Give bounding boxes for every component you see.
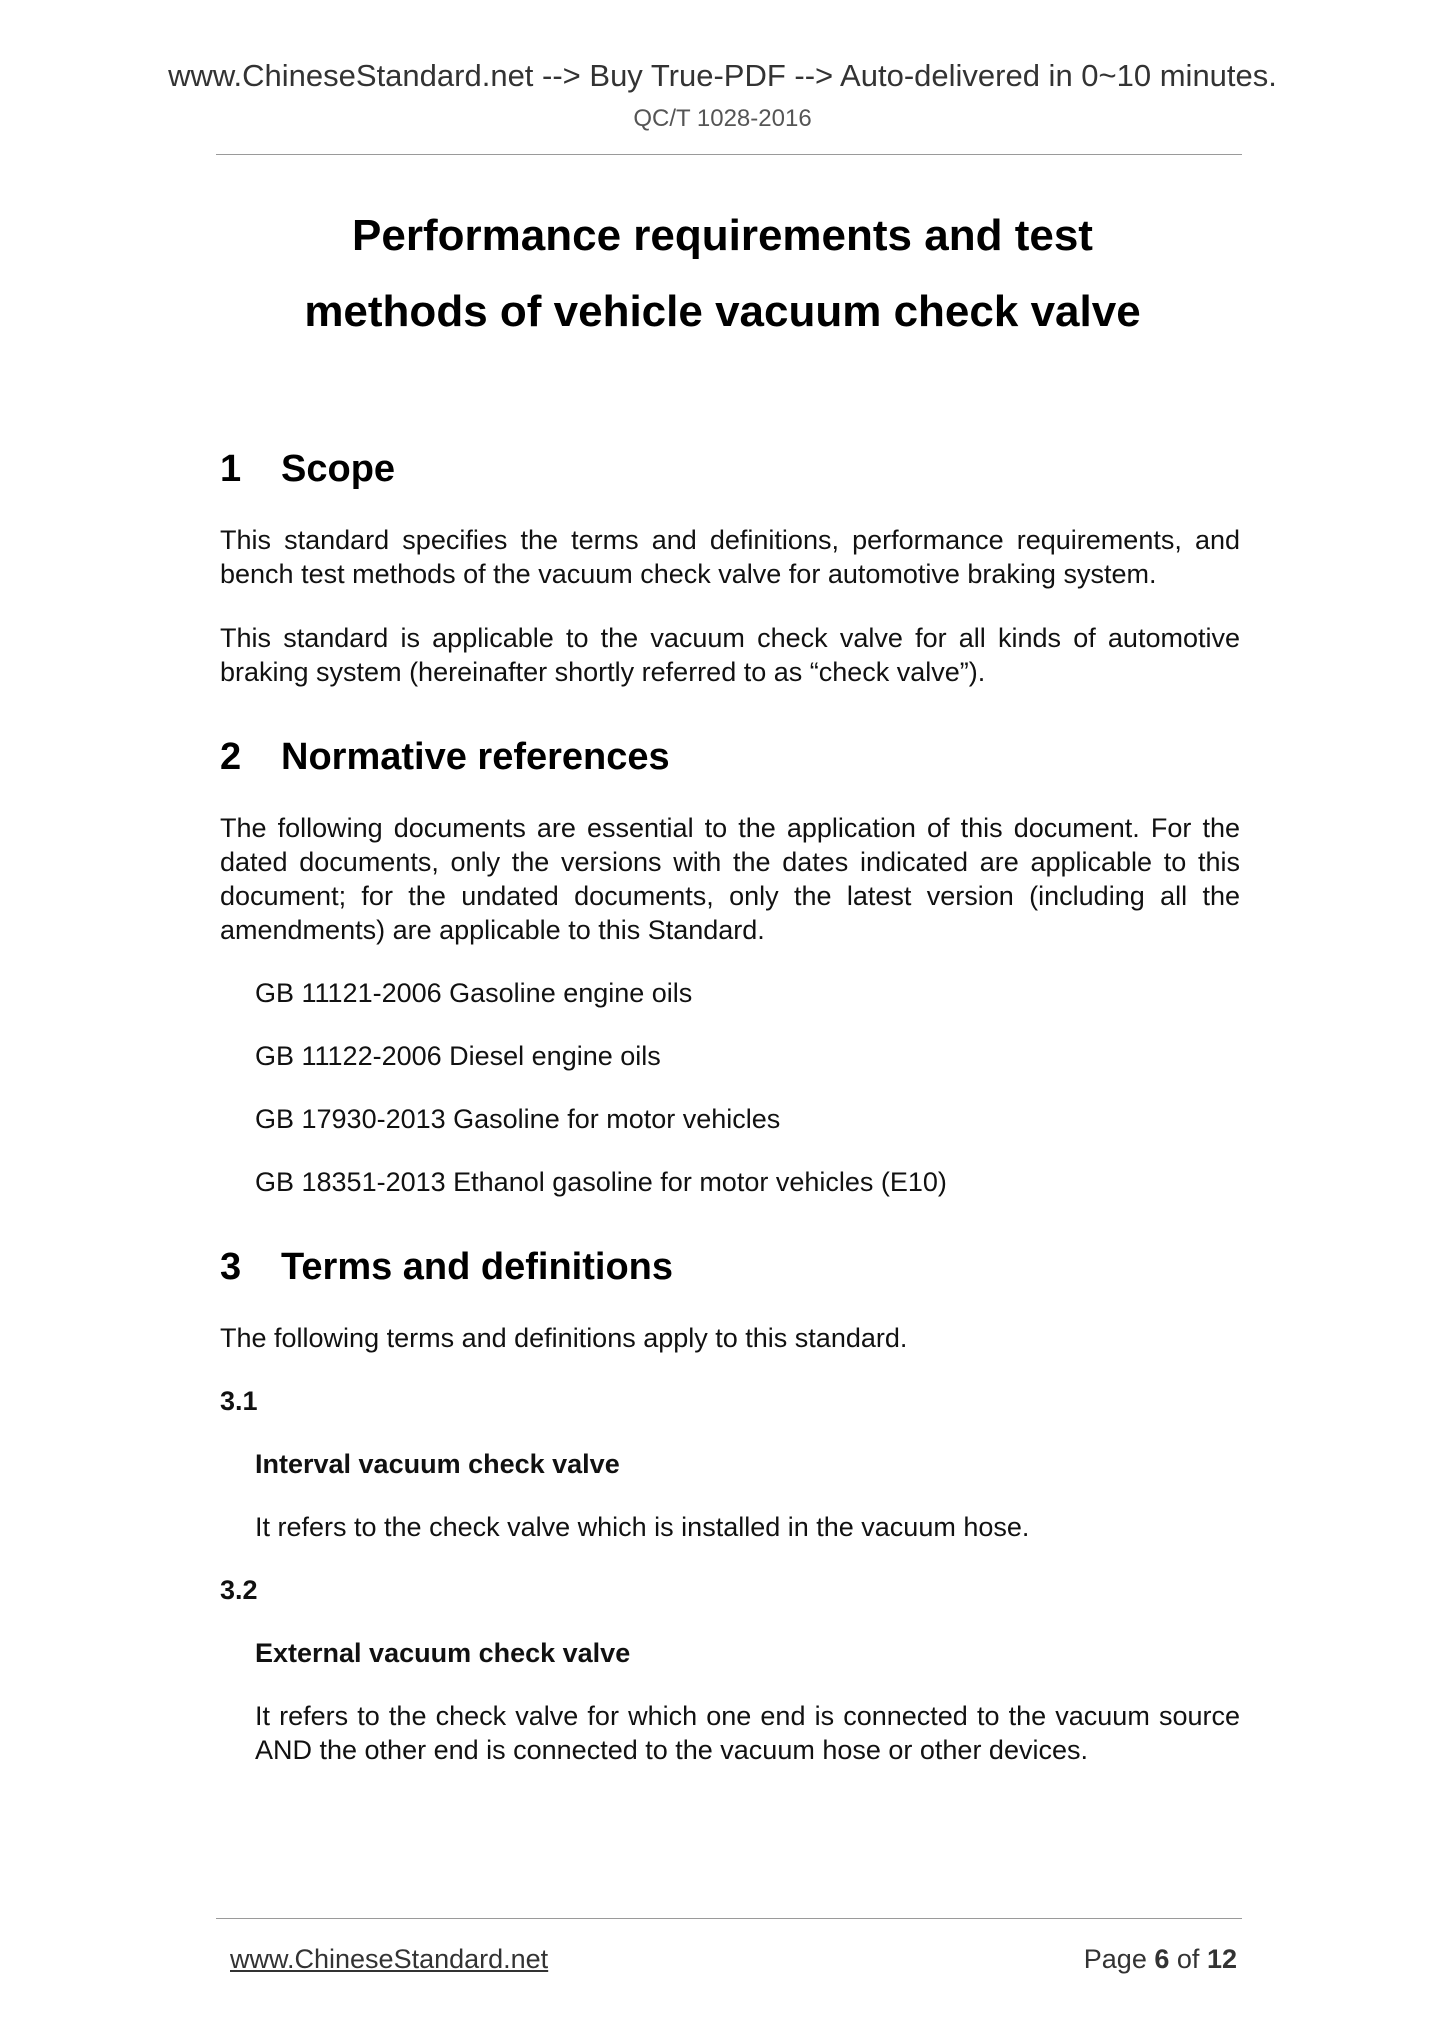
document-body	[220, 445, 1240, 1767]
title-line-1: Performance requirements and test	[352, 211, 1093, 260]
reference-item: GB 17930-2013 Gasoline for motor vehicles	[255, 1104, 781, 1134]
page-number	[1084, 1944, 1237, 1975]
section-title: Terms and definitions	[281, 1246, 674, 1288]
title-line-2: methods of vehicle vacuum check valve	[304, 287, 1141, 336]
term-definition: It refers to the check valve which is installed in the vacuum hose.	[255, 1512, 1030, 1542]
references-intro: The following documents are essential to the application of this document. For the dated documents, only the versions with the dates indicated are applicable to this document; for the undated documents, only the latest version (including all the amendments) are applicable to this Standard.	[220, 813, 1240, 945]
reference-item: GB 11121-2006 Gasoline engine oils	[255, 978, 693, 1008]
section-1-heading	[220, 445, 1240, 493]
standard-code: QC/T 1028-2016	[633, 105, 812, 132]
term-number: 3.1	[220, 1386, 258, 1416]
section-number: 2	[220, 736, 242, 778]
terms-intro: The following terms and definitions apply to this standard.	[220, 1323, 908, 1353]
page-total: 12	[1206, 1944, 1237, 1974]
header-divider	[216, 154, 1242, 155]
term-number: 3.2	[220, 1575, 258, 1605]
section-number: 1	[220, 448, 242, 490]
header-banner: www.ChineseStandard.net --> Buy True-PDF --> Auto-delivered in 0~10 minutes.	[168, 58, 1277, 93]
page-title	[0, 198, 1445, 350]
term-definition: It refers to the check valve for which one end is connected to the vacuum source AND the other end is connected to the vacuum hose or other devices.	[255, 1701, 1240, 1765]
footer-divider	[216, 1918, 1242, 1919]
reference-item: GB 18351-2013 Ethanol gasoline for motor vehicles (E10)	[255, 1167, 947, 1197]
page-of: of	[1176, 1944, 1200, 1974]
page-label: Page	[1083, 1944, 1147, 1974]
term-name: External vacuum check valve	[255, 1638, 631, 1668]
section-2-heading	[220, 733, 1240, 781]
page-current: 6	[1154, 1944, 1170, 1974]
scope-paragraph-2: This standard is applicable to the vacuum check valve for all kinds of automotive braking system (hereinafter shortly referred to as “check valve”).	[220, 623, 1240, 687]
section-title: Scope	[281, 448, 396, 490]
footer-website-link[interactable]: www.ChineseStandard.net	[230, 1944, 549, 1974]
reference-item: GB 11122-2006 Diesel engine oils	[255, 1041, 661, 1071]
section-number: 3	[220, 1246, 242, 1288]
section-title: Normative references	[281, 736, 670, 778]
term-name: Interval vacuum check valve	[255, 1449, 620, 1479]
scope-paragraph-1: This standard specifies the terms and definitions, performance requirements, and bench test methods of the vacuum check valve for automotive braking system.	[220, 525, 1240, 589]
section-3-heading	[220, 1243, 1240, 1291]
